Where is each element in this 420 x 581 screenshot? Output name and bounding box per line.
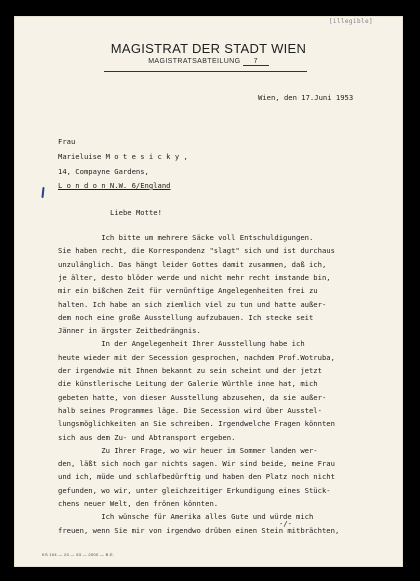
- address-line: 14, Compayne Gardens,: [58, 167, 149, 176]
- body-line: lungsmöglichkeiten an Sie schreiben. Irgendwelche Fragen könnten: [58, 419, 335, 429]
- print-footnote: KS 104 — 20 — 53 — 2000 — B.E.: [42, 552, 115, 557]
- body-line: sich aus dem Zu- und Abtransport ergeben.: [58, 432, 236, 442]
- body-line: mir ein bißchen Zeit für vernünftige Angelegenheiten frei zu: [58, 286, 318, 296]
- letterhead-rule: [104, 71, 307, 72]
- body-line: halb seines Programmes läge. Die Secession wird über Ausstel-: [58, 405, 322, 415]
- body-line: den, läßt sich noch gar nichts sagen. Wir sind beide, meine Frau: [58, 459, 335, 469]
- letterhead-title: MAGISTRAT DER STADT WIEN: [110, 41, 307, 56]
- body-line: je älter, desto blöder werde und nicht mehr recht imstande bin,: [58, 272, 331, 282]
- body-line: Ich wünsche für Amerika alles Gute und würde mich: [58, 512, 314, 522]
- body-line: Ich bitte um mehrere Säcke voll Entschuldigungen.: [58, 233, 314, 242]
- body-line: Sie haben recht, die Korrespondenz "slagt" sich und ist durchaus: [58, 246, 335, 256]
- continuation-mark: -/-: [279, 519, 292, 528]
- body-line: gebeten hatte, von dieser Ausstellung abzusehen, da sie außer-: [58, 392, 327, 402]
- address-line: Frau: [58, 137, 76, 146]
- letter-sheet: [14, 16, 403, 567]
- body-line: heute wieder mit der Secession gesprochen, nachdem Prof.Wotruba,: [58, 352, 335, 362]
- department-label: MAGISTRATSABTEILUNG: [148, 58, 241, 65]
- ink-mark: [41, 187, 44, 198]
- department-number: 7: [243, 58, 269, 66]
- date-line: Wien, den 17.Juni 1953: [258, 93, 354, 102]
- body-line: der irgendwie mit Ihnen bekannt zu sein scheint und der jetzt: [58, 366, 322, 375]
- body-line: freuen, wenn Sie mir von irgendwo drüben einen Stein mitbrächten,: [58, 525, 340, 535]
- body-line: In der Angelegenheit Ihrer Ausstellung habe ich: [58, 339, 305, 349]
- body-line: halten. Ich habe an sich ziemlich viel zu tun und hatte außer-: [58, 299, 327, 309]
- body-line: dem noch eine große Ausstellung aufzubauen. Ich stecke seit: [58, 312, 314, 322]
- address-line: Marieluise M o t e s i c k y ,: [58, 152, 188, 161]
- archive-pencil-annotation: [illegible]: [328, 18, 373, 25]
- letterhead-department: [14, 58, 403, 66]
- body-line: die künstlerische Leitung der Galerie Würthle inne hat, mich: [58, 379, 318, 389]
- body-line: unzulänglich. Das hängt leider Gottes damit zusammen, daß ich,: [58, 259, 327, 269]
- address-line: L o n d o n N.W. 6/England: [58, 181, 171, 190]
- body-line: Jänner in ärgster Zeitbedrängnis.: [58, 326, 201, 336]
- salutation: Liebe Motte!: [110, 208, 162, 217]
- body-line: Zu Ihrer Frage, wo wir heuer im Sommer landen wer-: [58, 445, 318, 455]
- body-line: und ich, müde und schlafbedürftig und haben den Platz noch nicht: [58, 472, 335, 482]
- body-line: gefunden, wo wir, unter gleichzeitiger Erkundigung eines Stück-: [58, 485, 331, 495]
- body-line: chens neuer Welt, den frönen könnten.: [58, 499, 219, 508]
